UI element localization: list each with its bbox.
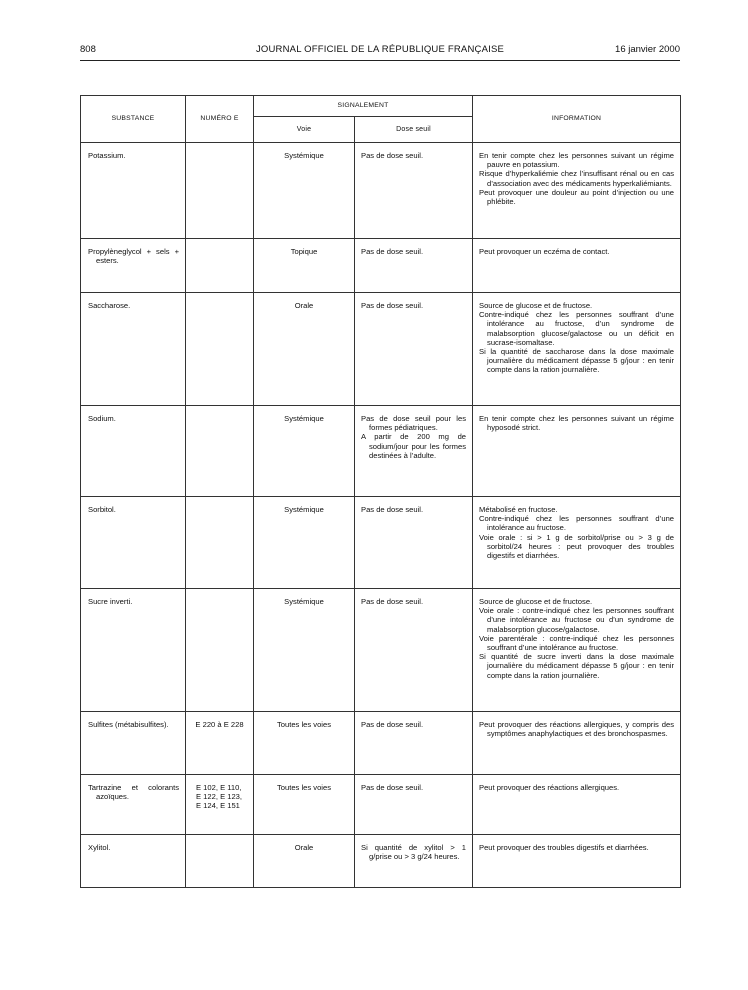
numero-e-cell (186, 406, 254, 497)
info-line: Source de glucose et de fructose. (479, 597, 593, 606)
voie-cell: Orale (254, 293, 355, 406)
voie-cell: Toutes les voies (254, 712, 355, 775)
info-cell (473, 293, 681, 406)
numero-e-cell (186, 293, 254, 406)
dose-line: Pas de dose seuil. (361, 505, 424, 514)
journal-title: JOURNAL OFFICIEL DE LA RÉPUBLIQUE FRANÇAISE (255, 44, 505, 55)
info-line: Si la quantité de saccharose dans la dose maximale journalière du médicament dépasse 5 g/jour : en tenir compte dans la ration journalière. (479, 347, 675, 375)
table-row (81, 239, 681, 293)
col-header-dose-seuil: Dose seuil (355, 117, 473, 143)
table-row (81, 712, 681, 775)
info-line: En tenir compte chez les personnes suivant un régime hyposodé strict. (479, 414, 675, 433)
header-rule (80, 60, 680, 61)
dose-cell (355, 406, 473, 497)
info-line: Source de glucose et de fructose. (479, 301, 593, 310)
table-row (81, 835, 681, 888)
page-header (80, 44, 680, 58)
dose-line: Pas de dose seuil. (361, 301, 424, 310)
info-cell (473, 143, 681, 239)
info-cell (473, 406, 681, 497)
numero-e-cell (186, 497, 254, 589)
dose-cell (355, 143, 473, 239)
numero-e-cell (186, 239, 254, 293)
dose-cell (355, 589, 473, 712)
voie-cell: Systémique (254, 497, 355, 589)
info-cell (473, 712, 681, 775)
col-header-numero-e: NUMÉRO E (186, 96, 254, 143)
info-cell (473, 239, 681, 293)
info-line: Peut provoquer un eczéma de contact. (479, 247, 610, 256)
info-line: Contre-indiqué chez les personnes souffrant d’une intolérance au fructose. (479, 514, 675, 533)
voie-cell: Systémique (254, 143, 355, 239)
info-cell (473, 835, 681, 888)
dose-cell (355, 835, 473, 888)
info-line: Contre-indiqué chez les personnes souffrant d’une intolérance au fructose, d’un syndrome de malabsorption glucose/galactose ou un déficit en sucrase-isomaltase. (479, 310, 675, 347)
table-row (81, 406, 681, 497)
substance-text: Tartrazine et colorants azoïques. (88, 783, 179, 802)
substance-cell: Sorbitol. (81, 497, 186, 589)
numero-e-cell (186, 589, 254, 712)
dose-line: Pas de dose seuil. (361, 151, 424, 160)
table-row (81, 775, 681, 835)
voie-cell: Topique (254, 239, 355, 293)
page-number: 808 (80, 44, 96, 55)
dose-line: Si quantité de xylitol > 1 g/prise ou > 3 g/24 heures. (361, 843, 467, 862)
dose-cell (355, 712, 473, 775)
col-header-substance: SUBSTANCE (81, 96, 186, 143)
substance-cell (81, 775, 186, 835)
table-row (81, 293, 681, 406)
info-line: Voie orale : si > 1 g de sorbitol/prise ou > 3 g de sorbitol/24 heures : peut provoquer des troubles digestifs et diarrhées. (479, 532, 675, 561)
info-line: Peut provoquer des troubles digestifs et diarrhées. (479, 843, 649, 852)
col-header-information: INFORMATION (473, 96, 681, 143)
table-row (81, 589, 681, 712)
voie-cell: Systémique (254, 406, 355, 497)
substance-cell: Sucre inverti. (81, 589, 186, 712)
info-cell (473, 497, 681, 589)
table-row (81, 497, 681, 589)
substance-cell (81, 239, 186, 293)
dose-line: Pas de dose seuil. (361, 783, 424, 792)
numero-e-cell (186, 835, 254, 888)
dose-cell (355, 293, 473, 406)
issue-date: 16 janvier 2000 (615, 44, 680, 55)
dose-line: Pas de dose seuil. (361, 247, 424, 256)
dose-line: Pas de dose seuil pour les formes pédiatriques. (361, 414, 467, 433)
info-line: Voie orale : contre-indiqué chez les personnes souffrant d’une intolérance au fructose ou d’un syndrome de malabsorption glucose/galactose. (479, 606, 675, 634)
col-header-signalement: SIGNALEMENT (254, 96, 473, 117)
substance-table (80, 95, 681, 888)
col-header-voie: Voie (254, 117, 355, 143)
info-cell (473, 589, 681, 712)
dose-line: Pas de dose seuil. (361, 720, 424, 729)
numero-e-cell: E 220 à E 228 (186, 712, 254, 775)
substance-cell: Sodium. (81, 406, 186, 497)
substance-cell: Potassium. (81, 143, 186, 239)
info-line: En tenir compte chez les personnes suivant un régime pauvre en potassium. (479, 151, 675, 170)
voie-cell: Orale (254, 835, 355, 888)
numero-e-cell (186, 143, 254, 239)
substance-cell: Sulfites (métabisulfites). (81, 712, 186, 775)
dose-line: Pas de dose seuil. (361, 597, 424, 606)
info-line: Peut provoquer des réactions allergiques, y compris des symptômes anaphylactiques et des bronchospasmes. (479, 720, 675, 739)
info-line: Peut provoquer une douleur au point d’injection ou une phlébite. (479, 187, 675, 207)
dose-cell (355, 775, 473, 835)
dose-cell (355, 497, 473, 589)
info-line: Peut provoquer des réactions allergiques. (479, 783, 620, 792)
substance-cell: Saccharose. (81, 293, 186, 406)
substance-text: Propylèneglycol + sels + esters. (88, 247, 179, 266)
table-row (81, 143, 681, 239)
numero-e-cell: E 102, E 110, E 122, E 123, E 124, E 151 (186, 775, 254, 835)
substance-cell: Xylitol. (81, 835, 186, 888)
info-line: Voie parentérale : contre-indiqué chez les personnes souffrant d’une intolérance au fructose. (479, 633, 675, 653)
info-line: Si quantité de sucre inverti dans la dose maximale journalière du médicament dépasse 5 g/jour : en tenir compte dans la ration journalière. (479, 652, 675, 680)
dose-cell (355, 239, 473, 293)
voie-cell: Systémique (254, 589, 355, 712)
dose-line: A partir de 200 mg de sodium/jour pour les formes destinées à l’adulte. (361, 432, 467, 460)
info-line: Métabolisé en fructose. (479, 505, 558, 514)
voie-cell: Toutes les voies (254, 775, 355, 835)
info-cell (473, 775, 681, 835)
info-line: Risque d’hyperkaliémie chez l’insuffisant rénal ou en cas d’association avec des médicaments hyperkaliémiants. (479, 169, 675, 188)
